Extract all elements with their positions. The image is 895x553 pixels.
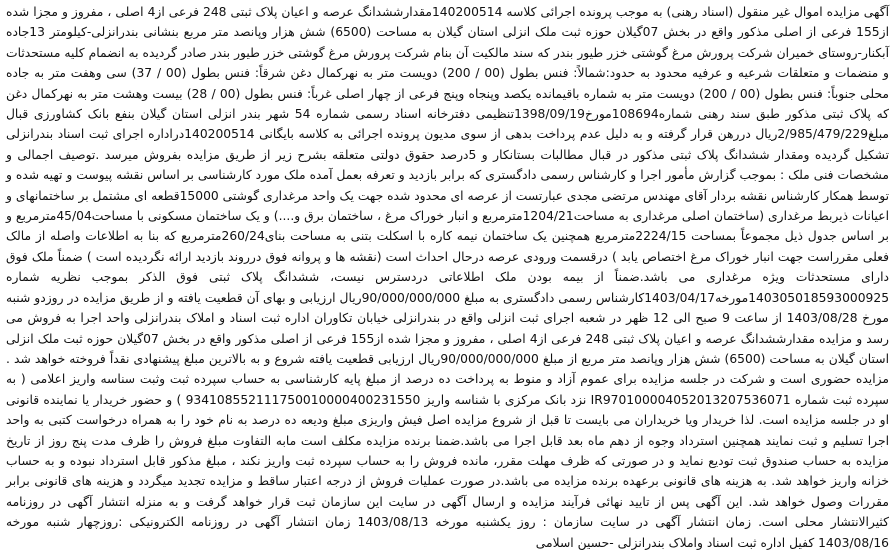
notice-body: آگهی مزایده اموال غیر منقول (اسناد رهنی) به موجب پرونده اجرائی کلاسه 140200514مقدارششدانگ عرصه و اعیان پلاک ثبتی 248 فرعی از4 اصلی ، مفروز و مجزا شده از155 فرعی از اصلی مذکور واقع در بخش 07گیلان حوزه ثبت ملک انزلی استان گیلان به مساحت (6500) شش هزار وپانصد متر مربع بنشانی بندرانزلی-کیلومتر 13جاده آبکنار-روستای خمیران شرکت پرورش مرغ گوشتی خزر طیور بندر که سند مالکیت آن بنام شرکت پرورش مرغ گوشتی خزر طیور بندر صادر گردیده به انضمام کلیه مستحدثات و منضمات و متعلقات شرعیه و عرفیه محدود به حدود:شمالاً: فنس بطول (00 / 200) دویست متر به نهرکمال دغن شرقاً: فنس بطول (00 / 37) سی وهفت متر به جاده محلی جنوباً: فنس بطول (00 / 200) دویست متر به شماره باقیمانده یکصد وپنجاه وپنج فرعی از چهار اصلی غرباً: فنس بطول (00 / 28) بیست وهشت متر به نهرکمال دغن که پلاک ثبتی مذکور طبق سند رهنی شماره108694مورخ1398/09/19تنظیمی دفترخانه اسناد رسمی شماره 54 شهر بندر انزلی استان گیلان بنفع بانک کشاورزی قبال مبلغ2/985/479/229ریال دررهن قرار گرفته و به دلیل عدم پرداخت بدهی از سوی مدیون پرونده اجرائی به کلاسه بایگانی 140200514دراداره اجرای ثبت اسناد بندرانزلی تشکیل گردیده ومقدار ششدانگ پلاک ثبتی مذکور در قبال مطالبات بستانکار و 5درصد حقوق دولتی متعلقه بشرح زیر از طریق مزایده بفروش میرسد .توصیف اجمالی و مشخصات فنی ملک : بموجب گزارش مأمور اجرا و کارشناس رسمی دادگستری که برابر بازدید و تعرفه بعمل آمده ملک مورد کارشناسی بر اساس نقشه پیوست و تهیه شده و توسط همکار کارشناس نقشه بردار آقای مهندس مرتضی مجدی عبارتست از عرصه ای محدود شده جهت یک واحد مرغداری گوشتی 15000قطعه ای مشتمل بر ساختمانهای و اعیانات ذیربط مرغداری (ساختمان اصلی مرغداری به مساحت1204/21مترمربع و انبار خوراک مرغ ، ساختمان برق و....) و یک ساختمان مسکونی با مساحت45/04مترمربع و بر اساس جدول ذیل مجموعاً بمساحت 2224/15مترمربع همچنین یک ساختمان نیمه کاره با اسکلت بتنی به مساحت بنای260/24مترمربع که بنا به اطلاعات واصله از مالک فعلی مقرراست جهت انبار خوراک مرغ اختصاص یابد ) درقسمت ورودی عرصه درحال احداث است (نقشه ها و پروانه فوق درروند بازدید ارائه نگردیده است ) ضمناً ملک فوق دارای مستحدثات ویژه مرغداری می باشد.ضمناً از بیمه بودن ملک اطلاعاتی دردسترس نیست، ششدانگ پلاک ثبتی فوق الذکر بموجب نظریه شماره 140305018593000925مورخه1403/04/17کارشناس رسمی دادگستری به مبلغ 90/000/000/000ریال ارزیابی و بهای آن قطعیت یافته و از طریق مزایده در روزدو شنبه مورخ 1403/08/28 از ساعت 9 صبح الی 12 ظهر در شعبه اجرای ثبت انزلی واقع در بندرانزلی خیابان تکاوران اداره ثبت اسناد و املاک بندرانزلی واحد اجرا به فروش می رسد و مزایده مقدارششدانگ عرصه و اعیان پلاک ثبتی 248 فرعی از4 اصلی ، مفروز و مجزا شده از155 فرعی از اصلی مذکور واقع در بخش 07گیلان حوزه ثبت ملک انزلی استان گیلان به مساحت (6500) شش هزار وپانصد متر مربع از مبلغ 90/000/000/000ریال ارزیابی قطعیت یافته شروع و به بالاترین مبلغ پیشنهادی نقداً فروخته خواهد شد . مزایده حضوری است و شرکت در جلسه مزایده برای عموم آزاد و منوط به پرداخت ده درصد از مبلغ پایه کارشناسی به حساب سپرده ثبت وثبت سناسه واریز اعلامی ( به سپرده ثبت شماره IR970100004052013207536071 نزد بانک مرکزی با شناسه واریز 934108552111750010000400231550 ) و حضور خریدار یا نماینده قانونی او در جلسه مزایده است. لذا خریدار ویا خریداران می بایست تا قبل از شروع مزایده اصل فیش واریزی مبلغ ودیعه ده درصد به نام خود را به همراه درخواست کتبی به واحد اجرا تسلیم و ثبت نمایند همچنین استرداد وجوه از دهم ماه بعد قابل اجرا می باشد.ضمنا برنده مزایده مکلف است مابه التفاوت مبلغ فروش را ظرف مدت پنج روز از تاریخ مزایده به حساب صندوق ثبت تودیع نماید و در صورتی که ظرف مهلت مقرر، مانده فروش را به حساب سپرده ثبت واریز نکند ، مبلغ مذکور قابل استرداد نبوده و به حساب خزانه واریز خواهد شد. به هزینه های قانونی برعهده برنده مزایده می باشد.در صورت عملیات فروش از درجه اعتبار ساقط و مزایده تجدید میگردد و هزینه های قانونی برابر مقررات وصول خواهد شد. این آگهی پس از تایید نهائی فرآیند مزایده و ارسال آگهی در سایت این سازمان ثبت قرار خواهد گرفت و به منزله انتشار آگهی در روزنامه کثیرالانتشار محلی است. زمان انتشار آگهی در سایت سازمان : روز یکشنبه مورخه 1403/08/13 زمان انتشار آگهی در روزنامه الکترونیکی :روزچهار شنبه مورخه 1403/08/16 کفیل اداره ثبت اسناد واملاک بندرانزلی -حسین اسلامی bbox=[6, 5, 890, 550]
